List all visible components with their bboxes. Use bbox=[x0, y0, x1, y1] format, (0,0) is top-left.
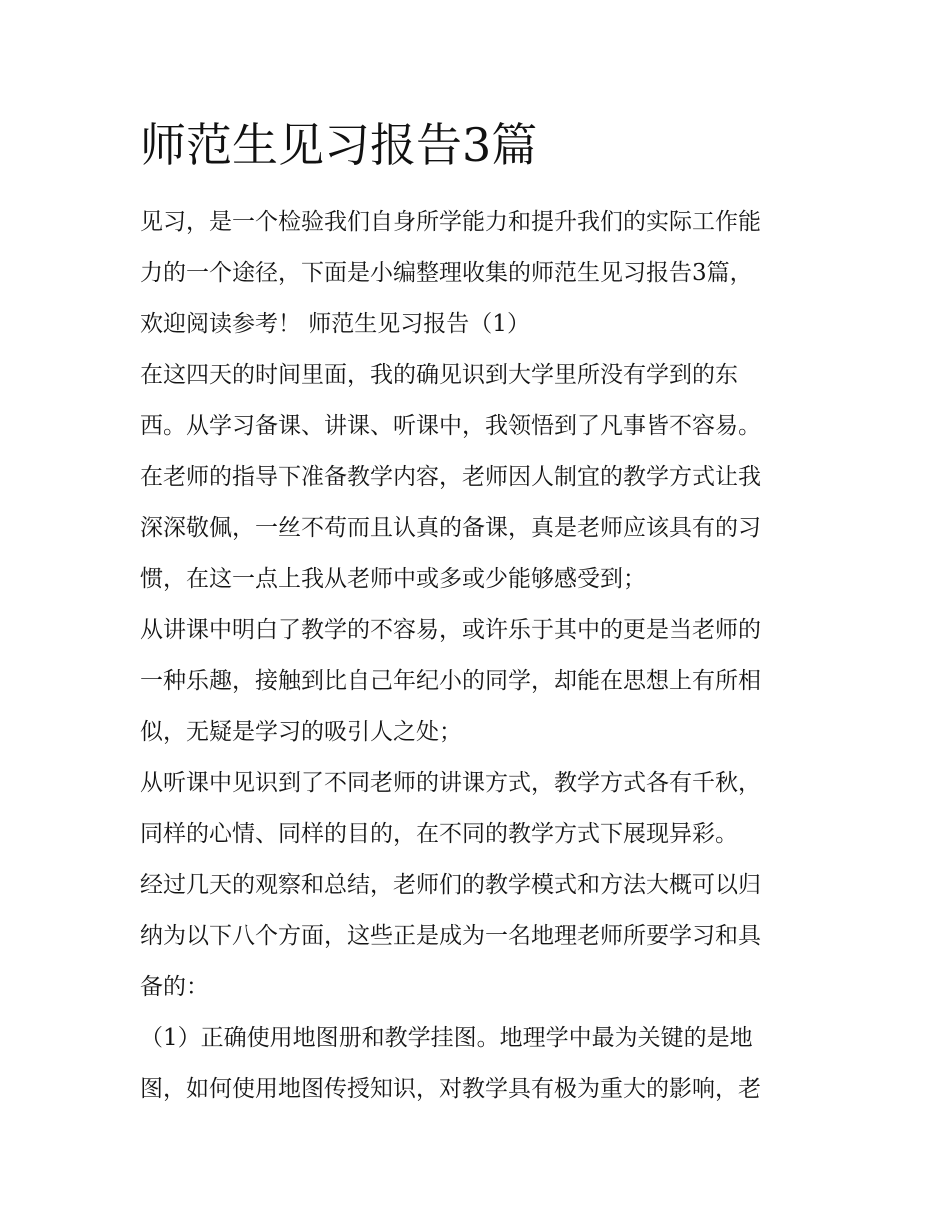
body-line: 纳为以下八个方面，这些正是成为一名地理老师所要学习和具 bbox=[140, 923, 761, 949]
body-line: 一种乐趣，接触到比自己年纪小的同学，却能在思想上有所相 bbox=[140, 668, 761, 694]
body-line: 西。从学习备课、讲课、听课中，我领悟到了凡事皆不容易。 bbox=[140, 413, 761, 439]
body-line: 图，如何使用地图传授知识，对教学具有极为重大的影响，老 bbox=[140, 1076, 761, 1102]
body-line: 在这四天的时间里面，我的确见识到大学里所没有学到的东 bbox=[140, 362, 738, 388]
body-line: 见习，是一个检验我们自身所学能力和提升我们的实际工作能 bbox=[140, 209, 761, 235]
body-line: 欢迎阅读参考！ 师范生见习报告（1） bbox=[140, 311, 530, 337]
body-line: 从讲课中明白了教学的不容易，或许乐于其中的更是当老师的 bbox=[140, 617, 761, 643]
document-title: 师范生见习报告3篇 bbox=[140, 118, 538, 172]
body-line: （1）正确使用地图册和教学挂图。地理学中最为关键的是地 bbox=[140, 1025, 753, 1051]
body-line: 备的： bbox=[140, 974, 209, 1000]
body-line: 同样的心情、同样的目的，在不同的教学方式下展现异彩。 bbox=[140, 821, 738, 847]
body-line: 力的一个途径，下面是小编整理收集的师范生见习报告3篇， bbox=[140, 260, 753, 286]
body-line: 似，无疑是学习的吸引人之处； bbox=[140, 719, 462, 745]
body-line: 惯，在这一点上我从老师中或多或少能够感受到； bbox=[140, 566, 646, 592]
body-line: 从听课中见识到了不同老师的讲课方式，教学方式各有千秋， bbox=[140, 770, 761, 796]
body-line: 深深敬佩，一丝不苟而且认真的备课，真是老师应该具有的习 bbox=[140, 515, 761, 541]
body-line: 经过几天的观察和总结，老师们的教学模式和方法大概可以归 bbox=[140, 872, 761, 898]
body-line: 在老师的指导下准备教学内容，老师因人制宜的教学方式让我 bbox=[140, 464, 761, 490]
